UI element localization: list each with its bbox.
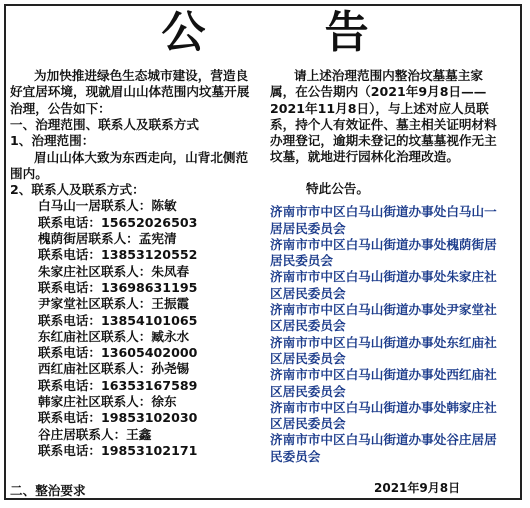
- issuer-6: 济南市市中区白马山街道办事处韩家庄社区居民委员会: [270, 399, 497, 432]
- contact-name-7: 谷庄居联系人：王鑫: [38, 426, 152, 442]
- scope-text: 眉山山体大致为东西走向，山背北侧范围内。: [10, 149, 249, 181]
- contact-phone-3: 联系电话：13854101065: [38, 312, 198, 328]
- contact-name-1: 槐荫街居联系人：孟宪清: [38, 231, 177, 247]
- contact-phone-5: 联系电话：16353167589: [38, 377, 198, 393]
- issuer-4: 济南市市中区白马山街道办事处东红庙社区居民委员会: [270, 334, 497, 366]
- contact-name-5: 西红庙社区联系人：孙尧锡: [38, 361, 190, 377]
- contact-phone-1: 联系电话：13853120552: [38, 247, 198, 263]
- scope-heading: 1、治理范围：: [10, 133, 95, 149]
- issuer-0: 济南市市中区白马山街道办事处白马山一居居民委员会: [270, 204, 497, 236]
- contact-name-4: 东红庙社区联系人：臧永水: [38, 328, 190, 344]
- contacts-heading: 2、联系人及联系方式：: [10, 182, 145, 198]
- contact-phone-7: 联系电话：19853102171: [38, 442, 198, 458]
- contact-name-6: 韩家庄社区联系人：徐东: [38, 394, 177, 410]
- issuer-3: 济南市市中区白马山街道办事处尹家堂社区居民委员会: [270, 302, 497, 334]
- intro-paragraph: 为加快推进绿色生态城市建设，营造良好宜居环境，现就眉山山体范围内坟墓开展治理，公告如下：: [10, 68, 250, 116]
- contact-name-0: 白马山一居联系人：陈敏: [38, 198, 177, 214]
- contact-phone-6: 联系电话：19853102030: [38, 410, 198, 426]
- notice-date: 2021年9月8日: [374, 481, 461, 495]
- contact-phone-2: 联系电话：13698631195: [38, 279, 198, 295]
- contact-name-2: 朱家庄社区联系人：朱凤春: [38, 263, 190, 279]
- contact-phone-0: 联系电话：15652026503: [38, 214, 198, 230]
- notice-title: 公 告: [161, 7, 421, 58]
- left-column: [10, 68, 258, 459]
- issuer-5: 济南市市中区白马山街道办事处西红庙社区居民委员会: [270, 367, 497, 399]
- contact-name-3: 尹家堂社区联系人：王振霞: [38, 296, 190, 312]
- closing-line: 特此公告。: [306, 181, 369, 196]
- section1-heading: 一、治理范围、联系人及联系方式: [10, 117, 199, 132]
- right-column: [270, 68, 506, 465]
- issuer-2: 济南市市中区白马山街道办事处朱家庄社区居民委员会: [270, 269, 497, 301]
- issuer-1: 济南市市中区白马山街道办事处槐荫街居居民委员会: [270, 236, 497, 269]
- section2-heading: 二、整治要求: [10, 483, 86, 498]
- contact-phone-4: 联系电话：13605402000: [38, 345, 198, 361]
- notice-paragraph: 请上述治理范围内整治坟墓墓主家属，在公告期内（2021年9月8日——2021年11月8日），与上述对应人员联系，持个人有效证件、墓主相关证明材料办理登记，逾期未登记的坟墓墓视作无主坟墓，就地进行园林化治理改造。: [270, 68, 497, 165]
- issuer-7: 济南市市中区白马山街道办事处谷庄居居民委员会: [270, 432, 497, 464]
